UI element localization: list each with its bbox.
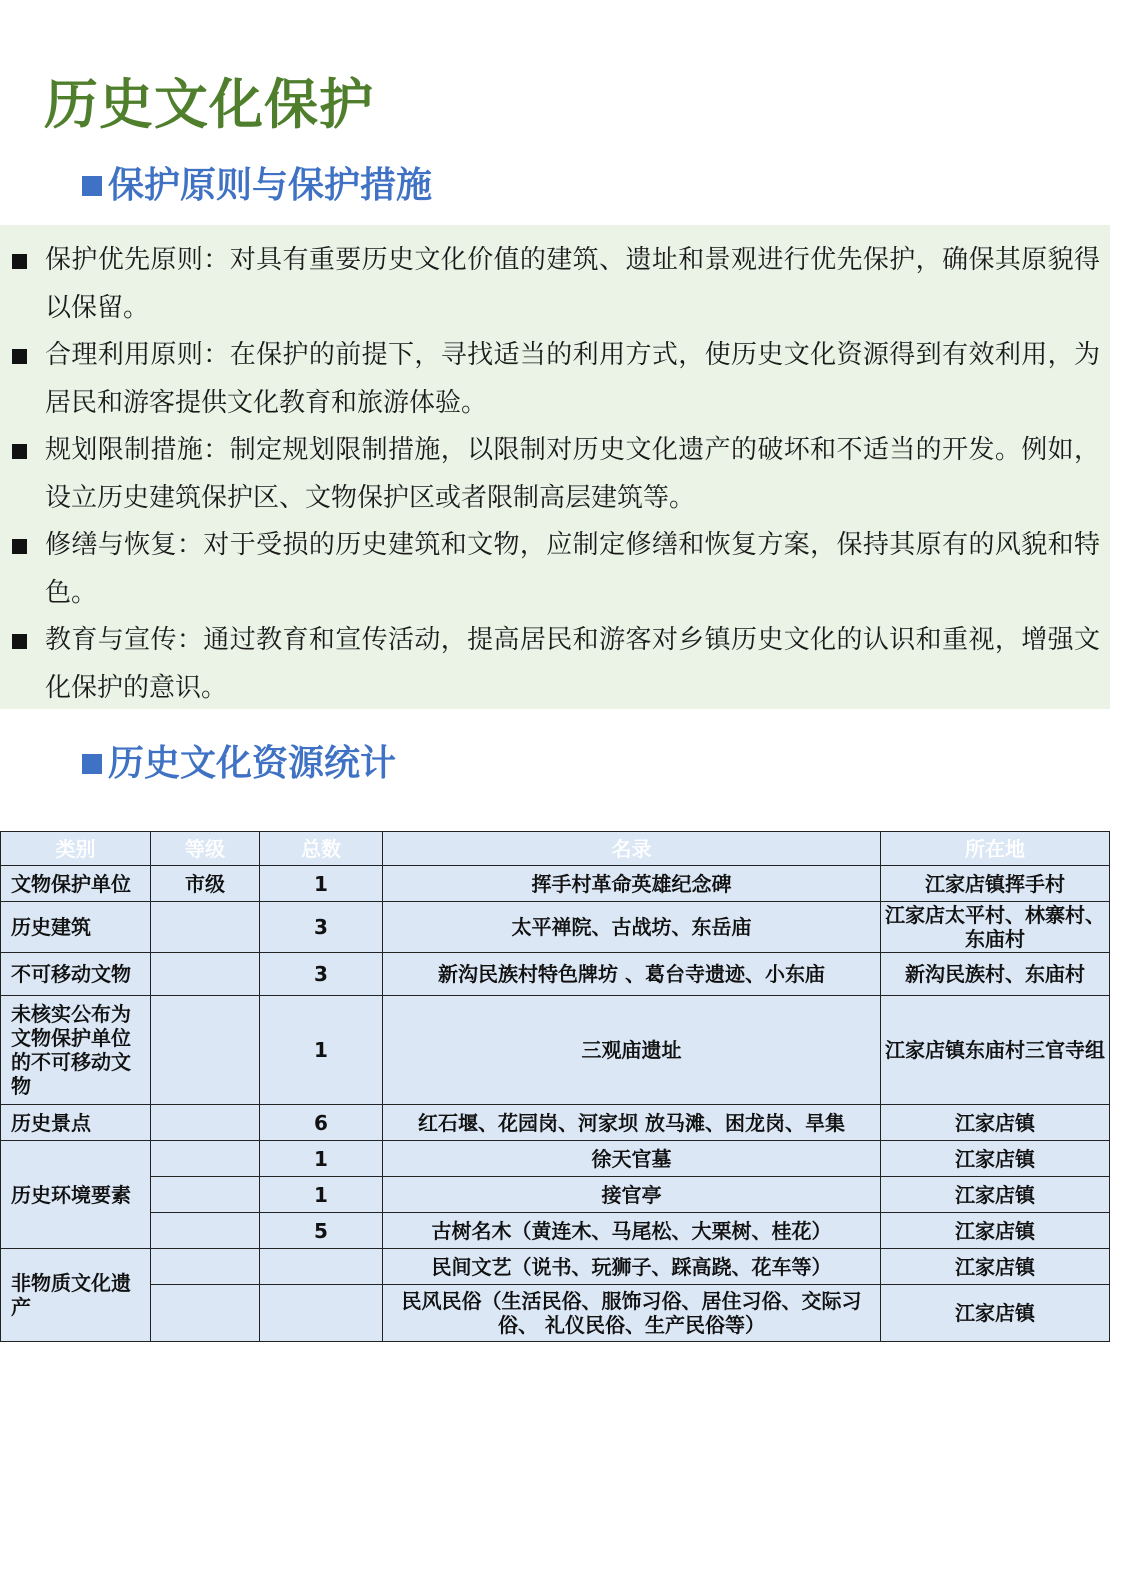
section-title-principles — [82, 165, 433, 206]
count-cell: 6 — [260, 1105, 383, 1141]
principle-item — [12, 617, 1100, 712]
principle-text: 保护优先原则：对具有重要历史文化价值的建筑、遗址和景观进行优先保护，确保其原貌得以保留。 — [45, 245, 1100, 323]
square-bullet-icon — [82, 176, 102, 196]
resource-table — [0, 831, 1110, 1342]
square-bullet-icon — [12, 444, 27, 459]
category-cell: 历史景点 — [1, 1105, 151, 1141]
name-cell: 民风民俗（生活民俗、服饰习俗、居住习俗、交际习俗、 礼仪民俗、生产民俗等） — [383, 1285, 881, 1342]
level-cell — [151, 1141, 260, 1177]
category-cell: 非物质文化遗产 — [1, 1249, 151, 1342]
principle-text: 规划限制措施：制定规划限制措施，以限制对历史文化遗产的破坏和不适当的开发。例如，设立历史建筑保护区、文物保护区或者限制高层建筑等。 — [45, 435, 1100, 513]
page-title: 历史文化保护 — [44, 73, 374, 136]
principles-panel — [0, 225, 1110, 709]
square-bullet-icon — [12, 634, 27, 649]
table-row — [1, 1213, 1110, 1249]
level-cell — [151, 1213, 260, 1249]
level-cell — [151, 1177, 260, 1213]
square-bullet-icon — [12, 254, 27, 269]
table-row — [1, 866, 1110, 902]
category-cell: 文物保护单位 — [1, 866, 151, 902]
location-cell: 江家店镇 — [881, 1249, 1110, 1285]
name-cell: 徐天官墓 — [383, 1141, 881, 1177]
location-cell: 江家店镇 — [881, 1105, 1110, 1141]
location-cell: 江家店镇 — [881, 1141, 1110, 1177]
level-cell: 市级 — [151, 866, 260, 902]
name-cell: 民间文艺（说书、玩狮子、踩高跷、花车等） — [383, 1249, 881, 1285]
table-row — [1, 996, 1110, 1105]
level-cell — [151, 1249, 260, 1285]
column-header: 名录 — [383, 832, 881, 866]
section-title-statistics — [82, 743, 397, 784]
principle-text: 修缮与恢复：对于受损的历史建筑和文物，应制定修缮和恢复方案，保持其原有的风貌和特色。 — [45, 530, 1100, 608]
name-cell: 太平禅院、古战坊、东岳庙 — [383, 902, 881, 953]
category-cell: 不可移动文物 — [1, 953, 151, 996]
location-cell: 江家店太平村、林寨村、东庙村 — [881, 902, 1110, 953]
column-header: 总数 — [260, 832, 383, 866]
level-cell — [151, 996, 260, 1105]
table-row — [1, 1105, 1110, 1141]
count-cell: 1 — [260, 1177, 383, 1213]
count-cell: 1 — [260, 996, 383, 1105]
count-cell: 1 — [260, 1141, 383, 1177]
square-bullet-icon — [12, 349, 27, 364]
count-cell — [260, 1249, 383, 1285]
location-cell: 江家店镇 — [881, 1285, 1110, 1342]
location-cell: 江家店镇挥手村 — [881, 866, 1110, 902]
level-cell — [151, 1285, 260, 1342]
column-header: 所在地 — [881, 832, 1110, 866]
table-row — [1, 1285, 1110, 1342]
table-header-row — [1, 832, 1110, 866]
square-bullet-icon — [12, 539, 27, 554]
principle-item — [12, 427, 1100, 522]
count-cell: 3 — [260, 953, 383, 996]
section-title-text: 保护原则与保护措施 — [108, 165, 433, 206]
square-bullet-icon — [82, 754, 102, 774]
location-cell: 江家店镇东庙村三官寺组 — [881, 996, 1110, 1105]
column-header: 等级 — [151, 832, 260, 866]
name-cell: 挥手村革命英雄纪念碑 — [383, 866, 881, 902]
name-cell: 接官亭 — [383, 1177, 881, 1213]
section-title-text: 历史文化资源统计 — [108, 743, 397, 784]
table-row — [1, 1249, 1110, 1285]
level-cell — [151, 902, 260, 953]
principle-item — [12, 522, 1100, 617]
location-cell: 新沟民族村、东庙村 — [881, 953, 1110, 996]
level-cell — [151, 953, 260, 996]
category-cell: 未核实公布为文物保护单位的不可移动文物 — [1, 996, 151, 1105]
principle-text: 教育与宣传：通过教育和宣传活动，提高居民和游客对乡镇历史文化的认识和重视，增强文化保护的意识。 — [45, 625, 1100, 703]
level-cell — [151, 1105, 260, 1141]
table-row — [1, 953, 1110, 996]
category-cell: 历史建筑 — [1, 902, 151, 953]
name-cell: 三观庙遗址 — [383, 996, 881, 1105]
name-cell: 新沟民族村特色牌坊 、葛台寺遗迹、小东庙 — [383, 953, 881, 996]
count-cell — [260, 1285, 383, 1342]
count-cell: 5 — [260, 1213, 383, 1249]
location-cell: 江家店镇 — [881, 1213, 1110, 1249]
principle-text: 合理利用原则：在保护的前提下，寻找适当的利用方式，使历史文化资源得到有效利用，为居民和游客提供文化教育和旅游体验。 — [45, 340, 1100, 418]
category-cell: 历史环境要素 — [1, 1141, 151, 1249]
name-cell: 红石堰、花园岗、河家坝 放马滩、困龙岗、旱集 — [383, 1105, 881, 1141]
name-cell: 古树名木（黄连木、马尾松、大栗树、桂花） — [383, 1213, 881, 1249]
count-cell: 1 — [260, 866, 383, 902]
principle-item — [12, 237, 1100, 332]
table-row — [1, 902, 1110, 953]
principle-item — [12, 332, 1100, 427]
location-cell: 江家店镇 — [881, 1177, 1110, 1213]
table-row — [1, 1177, 1110, 1213]
table-row — [1, 1141, 1110, 1177]
count-cell: 3 — [260, 902, 383, 953]
column-header: 类别 — [1, 832, 151, 866]
